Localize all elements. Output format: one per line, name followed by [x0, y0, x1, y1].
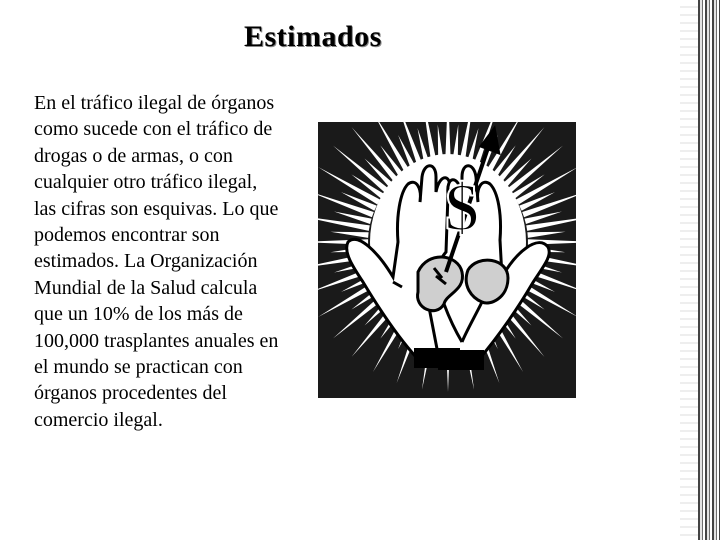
dollar-sign-icon: $ [445, 169, 479, 245]
decorative-edge-fade [680, 0, 698, 540]
right-wrist-band [438, 350, 484, 370]
slide-body-text: En el tráfico ilegal de órganos como sucede con el tráfico de drogas o de armas, o con cualquier otro tráfico ilegal, las cifras son esquivas. Lo que podemos encontrar son estimados. La Organización Mundial de la Salud calcula que un 10% de los más de 100,000 trasplantes anuales en el mundo se practican con órganos procedentes del comercio ilegal. [34, 92, 279, 431]
slide-title: Estimados [244, 20, 382, 53]
illustration-svg [318, 122, 576, 398]
hands-kidneys-illustration [318, 122, 576, 398]
decorative-side-border [698, 0, 720, 540]
